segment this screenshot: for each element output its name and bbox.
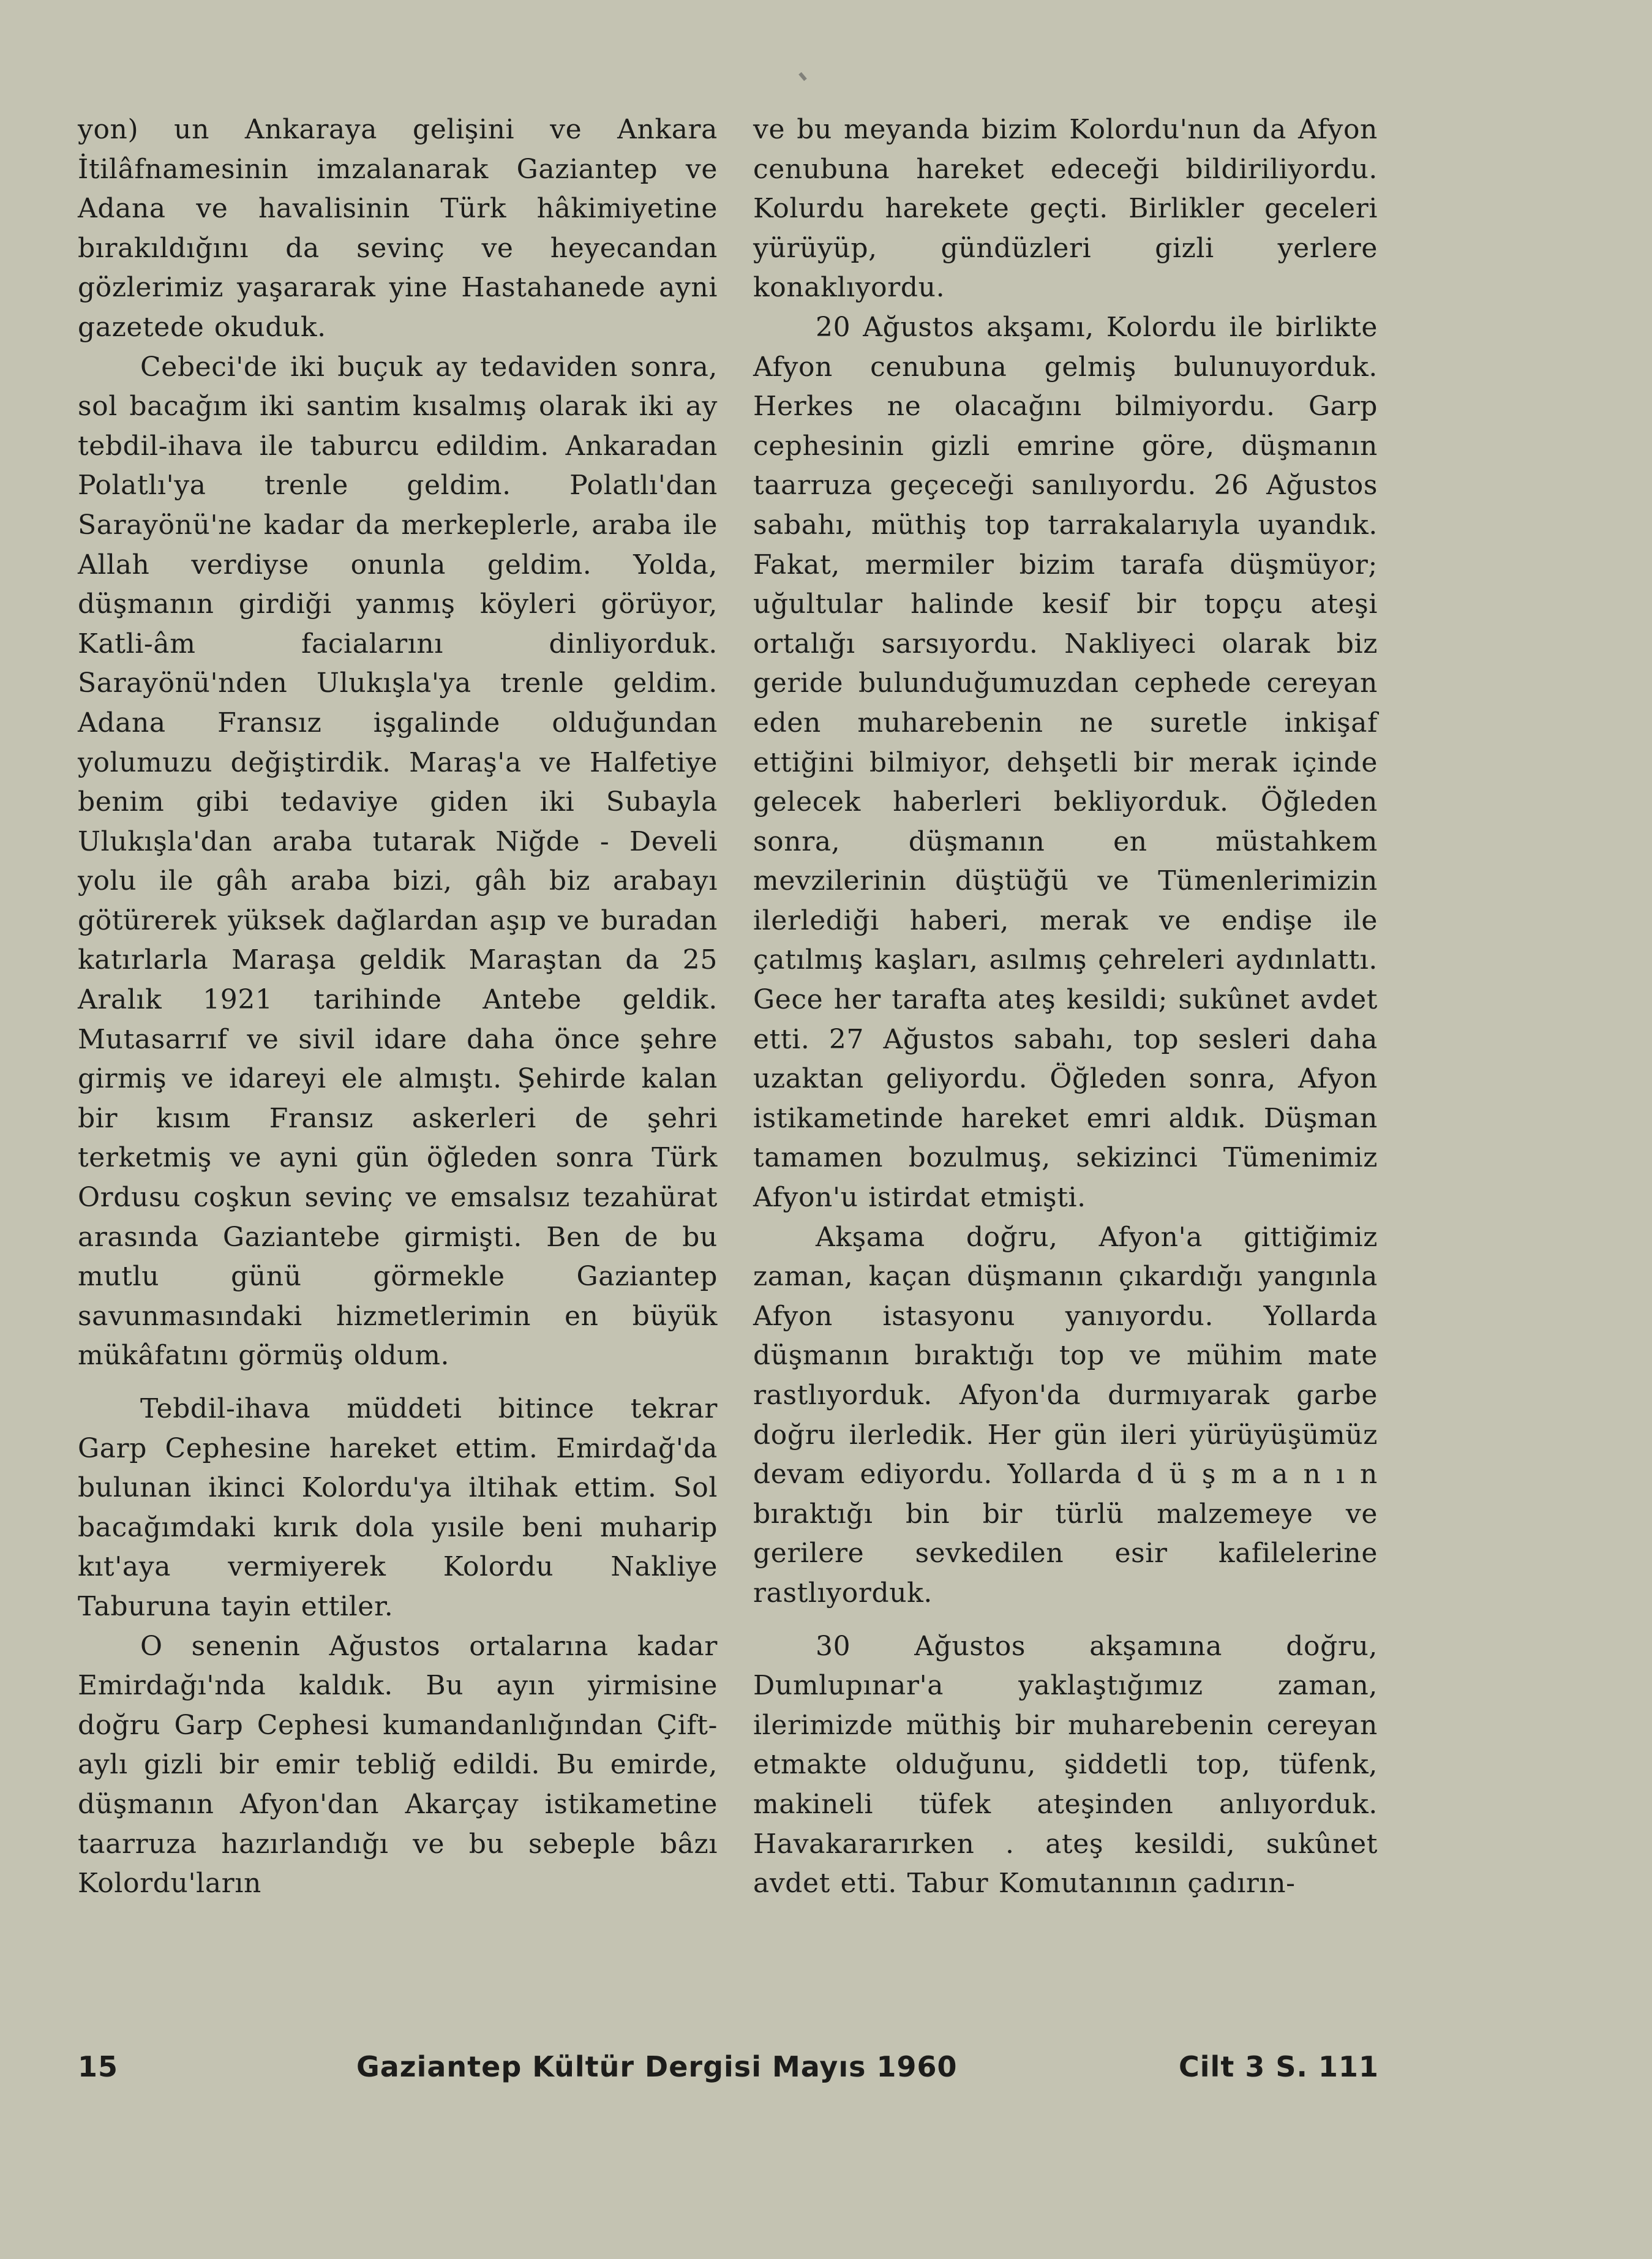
- paragraph: yon) un Ankaraya gelişini ve Ankara İtilâfnamesinin imzalanarak Gaziantep ve Adana ve havalisinin Türk hâkimiyetine bırakıldığını da sevinç ve heyecandan gözlerimiz yaşararak yine Hastahanede ayni gazetede okuduk.: [78, 114, 718, 343]
- ink-speck: [798, 72, 807, 81]
- page-footer: [78, 2050, 1379, 2093]
- paragraph: ve bu meyanda bizim Kolordu'nun da Afyon cenubuna hareket edeceği bildiriliyordu. Kolurdu harekete geçti. Birlikler geceleri yürüyüp, gündüzleri gizli yerlere konaklıyordu.: [753, 114, 1378, 304]
- journal-title: Gaziantep Kültür Dergisi Mayıs 1960: [356, 2050, 958, 2083]
- paragraph: Tebdil-ihava müddeti bitince tekrar Garp Cephesine hareket ettim. Emirdağ'da bulunan ikinci Kolordu'ya iltihak ettim. Sol bacağımdaki kırık dola yısile beni muharip kıt'aya vermiyerek Kolordu Nakliye Taburuna tayin ettiler.: [78, 1393, 718, 1622]
- paragraph: 20 Ağustos akşamı, Kolordu ile birlikte Afyon cenubuna gelmiş bulunuyorduk. Herkes ne olacağını bilmiyordu. Garp cephesinin gizli emrine göre, düşmanın taarruza geçeceği sanılıyordu. 26 Ağustos sabahı, müthiş top tarrakalarıyla uyandık. Fakat, mermiler bizim tarafa düşmüyor; uğultular halinde kesif bir topçu ateşi ortalığı sarsıyordu. Nakliyeci olarak biz geride bulunduğumuzdan cephede cereyan eden muharebenin ne suretle inkişaf ettiğini bilmiyor, dehşetli bir merak içinde gelecek haberleri bekliyorduk. Öğleden sonra, düşmanın en müstahkem mevzilerinin düştüğü ve Tümenlerimizin ilerlediği haberi, merak ve endişe ile çatılmış kaşları, asılmış çehreleri aydınlattı. Gece her tarafta ateş kesildi; sukûnet avdet etti. 27 Ağustos sabahı, top sesleri daha uzaktan geliyordu. Öğleden sonra, Afyon istikametinde hareket emri aldık. Düşman tamamen bozulmuş, sekizinci Tümenimiz Afyon'u istirdat etmişti.: [753, 311, 1378, 1214]
- paragraph: Cebeci'de iki buçuk ay tedaviden sonra, sol bacağım iki santim kısalmış olarak iki ay tebdil-ihava ile taburcu edildim. Ankaradan Polatlı'ya trenle geldim. Polatlı'dan Sarayönü'ne kadar da merkeplerle, araba ile Allah verdiyse onunla geldim. Yolda, düşmanın girdiği yanmış köyleri görüyor, Katli-âm facialarını dinliyorduk. Sarayönü'nden Ulukışla'ya trenle geldim. Adana Fransız işgalinde olduğundan yolumuzu değiştirdik. Maraş'a ve Halfetiye benim gibi tedaviye giden iki Subayla Ulukışla'dan araba tutarak Niğde - Develi yolu ile gâh araba bizi, gâh biz arabayı götürerek yüksek dağlardan aşıp ve buradan katırlarla Maraşa geldik Maraştan da 25 Aralık 1921 tarihinde Antebe geldik. Mutasarrıf ve sivil idare daha önce şehre girmiş ve idareyi ele almıştı. Şehirde kalan bir kısım Fransız askerleri de şehri terketmiş ve ayni gün öğleden sonra Türk Ordusu coşkun sevinç ve emsalsız tezahürat arasında Gaziantebe girmişti. Ben de bu mutlu günü görmekle Gaziantep savunmasındaki hizmetlerimin en büyük mükâfatını görmüş oldum.: [78, 351, 718, 1372]
- volume-issue: Cilt 3 S. 111: [1179, 2050, 1379, 2083]
- paragraph: O senenin Ağustos ortalarına kadar Emirdağı'nda kaldık. Bu ayın yirmisine doğru Garp Cephesi kumandanlığından Çift-aylı gizli bir emir tebliğ edildi. Bu emirde, düşmanın Afyon'dan Akarçay istikametine taarruza hazırlandığı ve bu sebeple bâzı Kolordu'ların: [78, 1630, 718, 1900]
- paragraph: 30 Ağustos akşamına doğru, Dumlupınar'a yaklaştığımız zaman, ilerimizde müthiş bir muharebenin cereyan etmakte olduğunu, şiddetli top, tüfenk, makineli tüfek ateşinden anlıyorduk. Havakararırken . ateş kesildi, sukûnet avdet etti. Tabur Komutanının çadırın-: [753, 1630, 1378, 1900]
- page-number: 15: [78, 2050, 119, 2083]
- paragraph: Akşama doğru, Afyon'a gittiğimiz zaman, kaçan düşmanın çıkardığı yangınla Afyon istasyonu yanıyordu. Yollarda düşmanın bıraktığı top ve mühim mate rastlıyorduk. Afyon'da durmıyarak garbe doğru ilerledik. Her gün ileri yürüyüşümüz devam ediyordu. Yollarda d ü ş m a n ı n bıraktığı bin bir türlü malzemeye ve gerilere sevkedilen esir kafilelerine rastlıyorduk.: [753, 1221, 1378, 1609]
- right-column: [753, 110, 1378, 1904]
- left-column: [78, 110, 718, 1904]
